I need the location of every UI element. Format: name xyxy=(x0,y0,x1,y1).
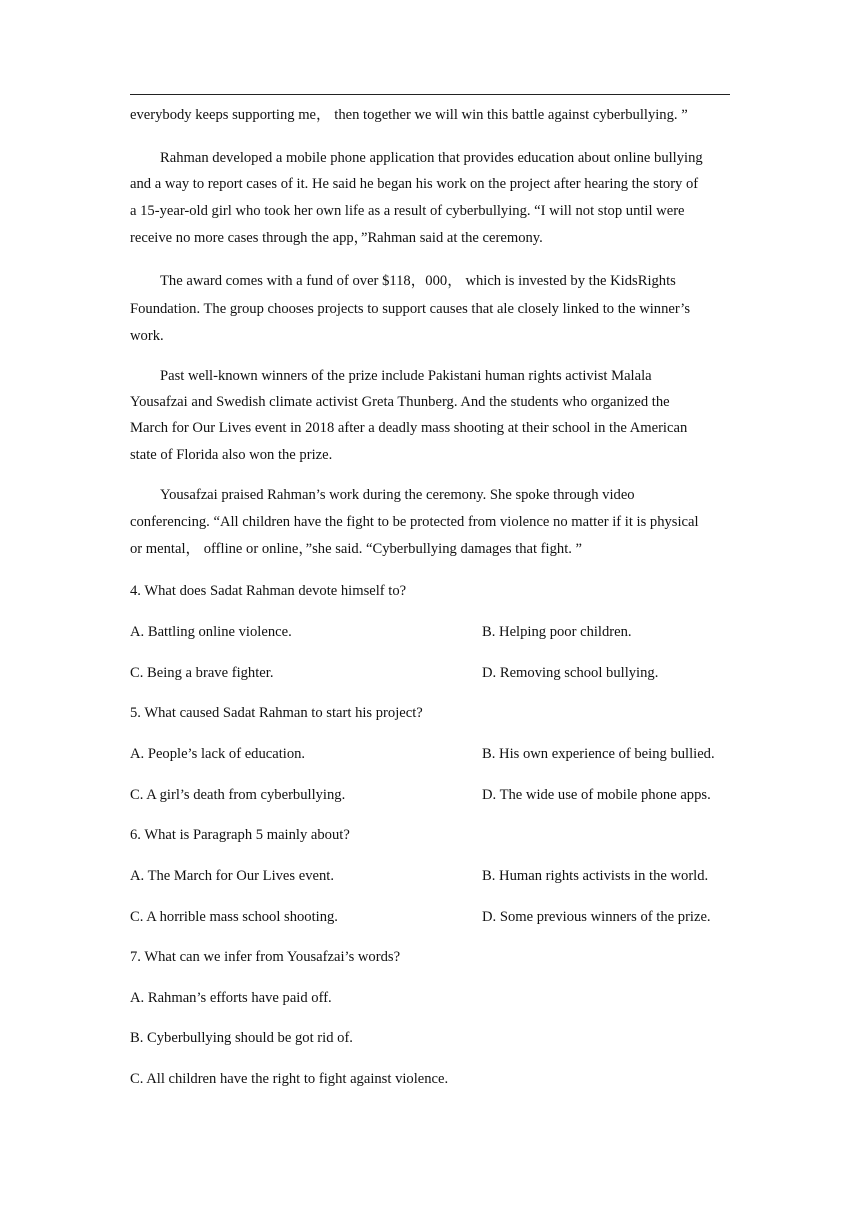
option-c: C. A horrible mass school shooting. xyxy=(130,909,338,925)
question-stem: 4. What does Sadat Rahman devote himself to? xyxy=(130,583,407,599)
option-c: C. Being a brave fighter. xyxy=(130,665,274,681)
option-b: B. His own experience of being bullied. xyxy=(482,746,715,762)
passage-line: conferencing. “All children have the fight to be protected from violence no matter if it is physical xyxy=(130,514,699,530)
option-d: D. The wide use of mobile phone apps. xyxy=(482,787,711,803)
passage-line: Yousafzai and Swedish climate activist Greta Thunberg. And the students who organized the xyxy=(130,394,670,410)
question-stem: 5. What caused Sadat Rahman to start his project? xyxy=(130,705,423,721)
question-stem: 7. What can we infer from Yousafzai’s words? xyxy=(130,949,401,965)
option-a: A. People’s lack of education. xyxy=(130,746,306,762)
passage-line: Yousafzai praised Rahman’s work during the ceremony. She spoke through video xyxy=(160,487,635,503)
passage-line: state of Florida also won the prize. xyxy=(130,447,333,463)
passage-line: work. xyxy=(130,328,164,344)
passage-line: receive no more cases through the app，”Rahman said at the ceremony. xyxy=(130,230,543,246)
passage-line: or mental， offline or online，”she said. “Cyberbullying damages that fight. ” xyxy=(130,541,583,557)
option-b: B. Human rights activists in the world. xyxy=(482,868,709,884)
passage-line: a 15-year-old girl who took her own life as a result of cyberbullying. “I will not stop until were xyxy=(130,203,685,219)
option-a: A. Battling online violence. xyxy=(130,624,292,640)
option-a: A. The March for Our Lives event. xyxy=(130,868,334,884)
option-d: D. Removing school bullying. xyxy=(482,665,659,681)
passage-line: Past well-known winners of the prize include Pakistani human rights activist Malala xyxy=(160,368,652,384)
passage-line: and a way to report cases of it. He said he began his work on the project after hearing the story of xyxy=(130,176,699,192)
passage-line: March for Our Lives event in 2018 after a deadly mass shooting at their school in the American xyxy=(130,420,688,436)
header-rule xyxy=(130,94,730,95)
option-d: D. Some previous winners of the prize. xyxy=(482,909,711,925)
option-c: C. All children have the right to fight against violence. xyxy=(130,1071,449,1087)
question-stem: 6. What is Paragraph 5 mainly about? xyxy=(130,827,350,843)
option-b: B. Helping poor children. xyxy=(482,624,632,640)
passage-line: everybody keeps supporting me， then together we will win this battle against cyberbullying. ” xyxy=(130,107,688,123)
passage-line: Foundation. The group chooses projects to support causes that ale closely linked to the winner’s xyxy=(130,301,690,317)
option-a: A. Rahman’s efforts have paid off. xyxy=(130,990,332,1006)
passage-line: Rahman developed a mobile phone application that provides education about online bullying xyxy=(160,150,703,166)
option-b: B. Cyberbullying should be got rid of. xyxy=(130,1030,353,1046)
passage-line: The award comes with a fund of over $118，000， which is invested by the KidsRights xyxy=(160,273,676,289)
option-c: C. A girl’s death from cyberbullying. xyxy=(130,787,346,803)
